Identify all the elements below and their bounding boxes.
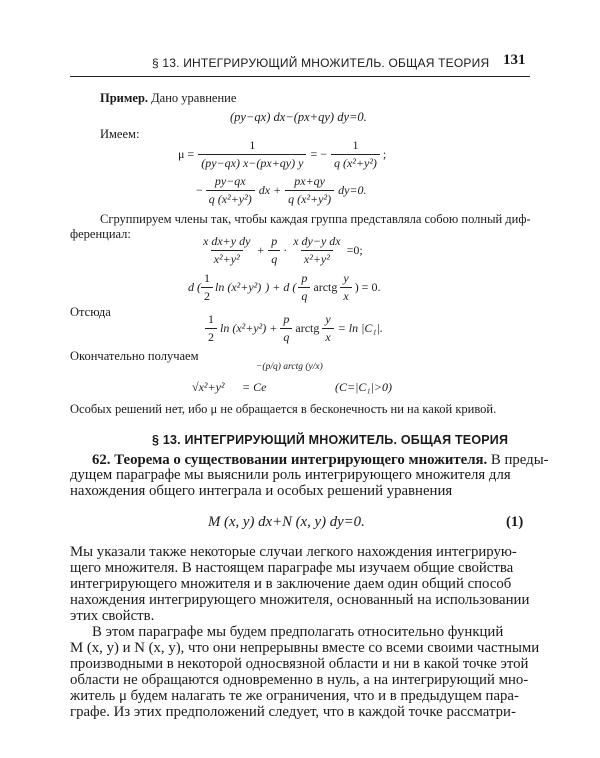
mu-fraction-1 (198, 138, 306, 171)
paragraph-c-line-1: В этом параграфе мы будем предполагать относительно функций (92, 624, 504, 640)
final-sqrt: √x²+y² (192, 380, 225, 394)
paragraph-c-line-4: области не обращаются одновременно в нуль, а на интегрирующий мно- (70, 672, 529, 688)
d-arctg: arctg (313, 280, 338, 294)
g-fraction-3 (290, 234, 343, 267)
d-f1-num: 1 (204, 271, 210, 285)
paragraph-a-line-3: нахождения общего интеграла и особых решений уравнения (70, 483, 453, 499)
eq2-f1-num: py−qx (214, 174, 246, 188)
section-heading: § 13. ИНТЕГРИРУЮЩИЙ МНОЖИТЕЛЬ. ОБЩАЯ ТЕОРИЯ (152, 433, 509, 447)
g-f1-den: x²+y² (211, 250, 243, 267)
no-special-solutions: Особых решений нет, ибо μ не обращается в бесконечность ни на какой кривой. (70, 402, 497, 416)
g-fraction-2 (268, 234, 280, 267)
mu-f1-num: 1 (249, 138, 256, 152)
finally-label: Окончательно получаем (70, 349, 199, 363)
d-fraction-1 (201, 271, 213, 304)
grouped-formula (200, 234, 363, 267)
mu-f2-den: q (x²+y²) (331, 154, 380, 171)
h-f1-num: 1 (208, 312, 214, 326)
d-f3-den: x (340, 287, 351, 304)
page-number: 131 (503, 52, 526, 68)
group-text-2: ференциал: (70, 227, 131, 241)
example-intro (100, 91, 236, 106)
h-f3-den: x (322, 328, 333, 345)
d-f1-den: 2 (201, 287, 213, 304)
h-fraction-2 (280, 312, 292, 345)
g-plus: + (257, 243, 265, 257)
eq2-f1-den: q (x²+y²) (206, 190, 255, 207)
final-condition: (C=|C₁|>0) (335, 380, 392, 394)
h-fraction-3 (322, 312, 333, 345)
g-fraction-1 (200, 234, 253, 267)
final-exponent: −(p/q) arctg (y/x) (256, 362, 323, 372)
g-end: =0; (346, 243, 363, 257)
mu-f1-den: (py−qx) x−(px+qy) y (198, 154, 306, 171)
d-f2-den: q (298, 287, 310, 304)
d-fraction-3 (340, 271, 351, 304)
h-f3-num: y (325, 312, 331, 326)
paragraph-b-line-5: этих свойств. (70, 608, 155, 624)
main-equation-number: (1) (506, 514, 524, 530)
paragraph-c-line-6: графе. Из этих предположений следует, что в каждой точке рассматри- (70, 704, 516, 720)
main-equation: M (x, y) dx+N (x, y) dy=0. (208, 514, 365, 530)
mu-lhs: μ = (178, 147, 195, 161)
paragraph-b-line-1: Мы указали также некоторые случаи легкого нахождения интегрирую- (70, 544, 517, 560)
g-f2-num: p (271, 234, 278, 248)
eq2-minus: − (196, 183, 203, 197)
example-intro-text: Дано уравнение (151, 91, 237, 105)
mu-formula (178, 138, 386, 171)
h-f2-den: q (280, 328, 292, 345)
theorem-number: 62. (92, 452, 111, 468)
paragraph-a-line-2: дущем параграфе мы выяснили роль интегрирующего множителя для (70, 467, 511, 483)
d-f2-num: p (301, 271, 308, 285)
d-open: d ( (188, 280, 201, 294)
paragraph-b-line-2: щего множителя. В настоящем параграфе мы изучаем общие свойства (70, 560, 514, 576)
g-f1-num: x dx+y dy (203, 234, 251, 248)
paragraph-b-line-3: интегрирующего множителя и в заключение даем один общий способ (70, 576, 512, 592)
mu-end: ; (382, 147, 387, 161)
eq2-fraction-2 (285, 174, 334, 207)
differential-formula (188, 271, 380, 304)
paragraph-c-line-3: производными в некоторой односвязной области и ни в какой точке этой (70, 656, 529, 672)
eq2-f2-den: q (x²+y²) (285, 190, 334, 207)
h-f1-den: 2 (205, 328, 217, 345)
have-label: Имеем: (100, 127, 140, 141)
theorem-line-1-tail: В преды- (490, 452, 549, 468)
hence-label: Отсюда (70, 305, 111, 319)
h-fraction-1 (205, 312, 217, 345)
paragraph-c-line-2: M (x, y) и N (x, y), что они непрерывны вместе со всеми своими частными (70, 640, 540, 656)
d-fraction-2 (298, 271, 310, 304)
example-label: Пример. (100, 91, 149, 105)
header-rule (70, 76, 530, 77)
d-f3-num: y (343, 271, 349, 285)
example-equation: (py−qx) dx−(px+qy) dy=0. (230, 110, 367, 124)
paragraph-c-line-5: житель μ будем налагать те же ограничения, что и в предыдущем пара- (70, 688, 519, 704)
d-ln: ln (x²+y²) (215, 280, 262, 294)
h-end: = ln |C₁|. (337, 321, 383, 335)
g-f3-den: x²+y² (301, 250, 333, 267)
mu-eq: = − (310, 147, 327, 161)
d-mid: ) + d ( (265, 280, 297, 294)
group-text-1: Сгруппируем члены так, чтобы каждая группа представляла собою полный диф- (100, 212, 531, 226)
g-f2-den: q (268, 250, 280, 267)
eq2-f2-num: px+qy (294, 174, 325, 188)
g-f3-num: x dy−y dx (293, 234, 341, 248)
eq2-fraction-1 (206, 174, 255, 207)
mu-fraction-2 (331, 138, 380, 171)
h-f2-num: p (283, 312, 290, 326)
mu-f2-num: 1 (352, 138, 359, 152)
paragraph-b-line-4: нахождения интегрирующего множителя, основанный на использовании (70, 592, 530, 608)
d-end: ) = 0. (354, 280, 381, 294)
expanded-equation (196, 174, 367, 207)
h-arctg: arctg (295, 321, 320, 335)
log-formula (205, 312, 383, 345)
h-ln: ln (x²+y²) + (220, 321, 278, 335)
running-title: § 13. ИНТЕГРИРУЮЩИЙ МНОЖИТЕЛЬ. ОБЩАЯ ТЕОРИЯ (152, 56, 490, 70)
eq2-end: dy=0. (338, 183, 367, 197)
eq2-dx: dx + (258, 183, 282, 197)
g-dot: · (283, 243, 288, 257)
final-eq: = Ce (242, 380, 267, 394)
theorem-title: Теорема о существовании интегрирующего множителя. (114, 452, 488, 468)
